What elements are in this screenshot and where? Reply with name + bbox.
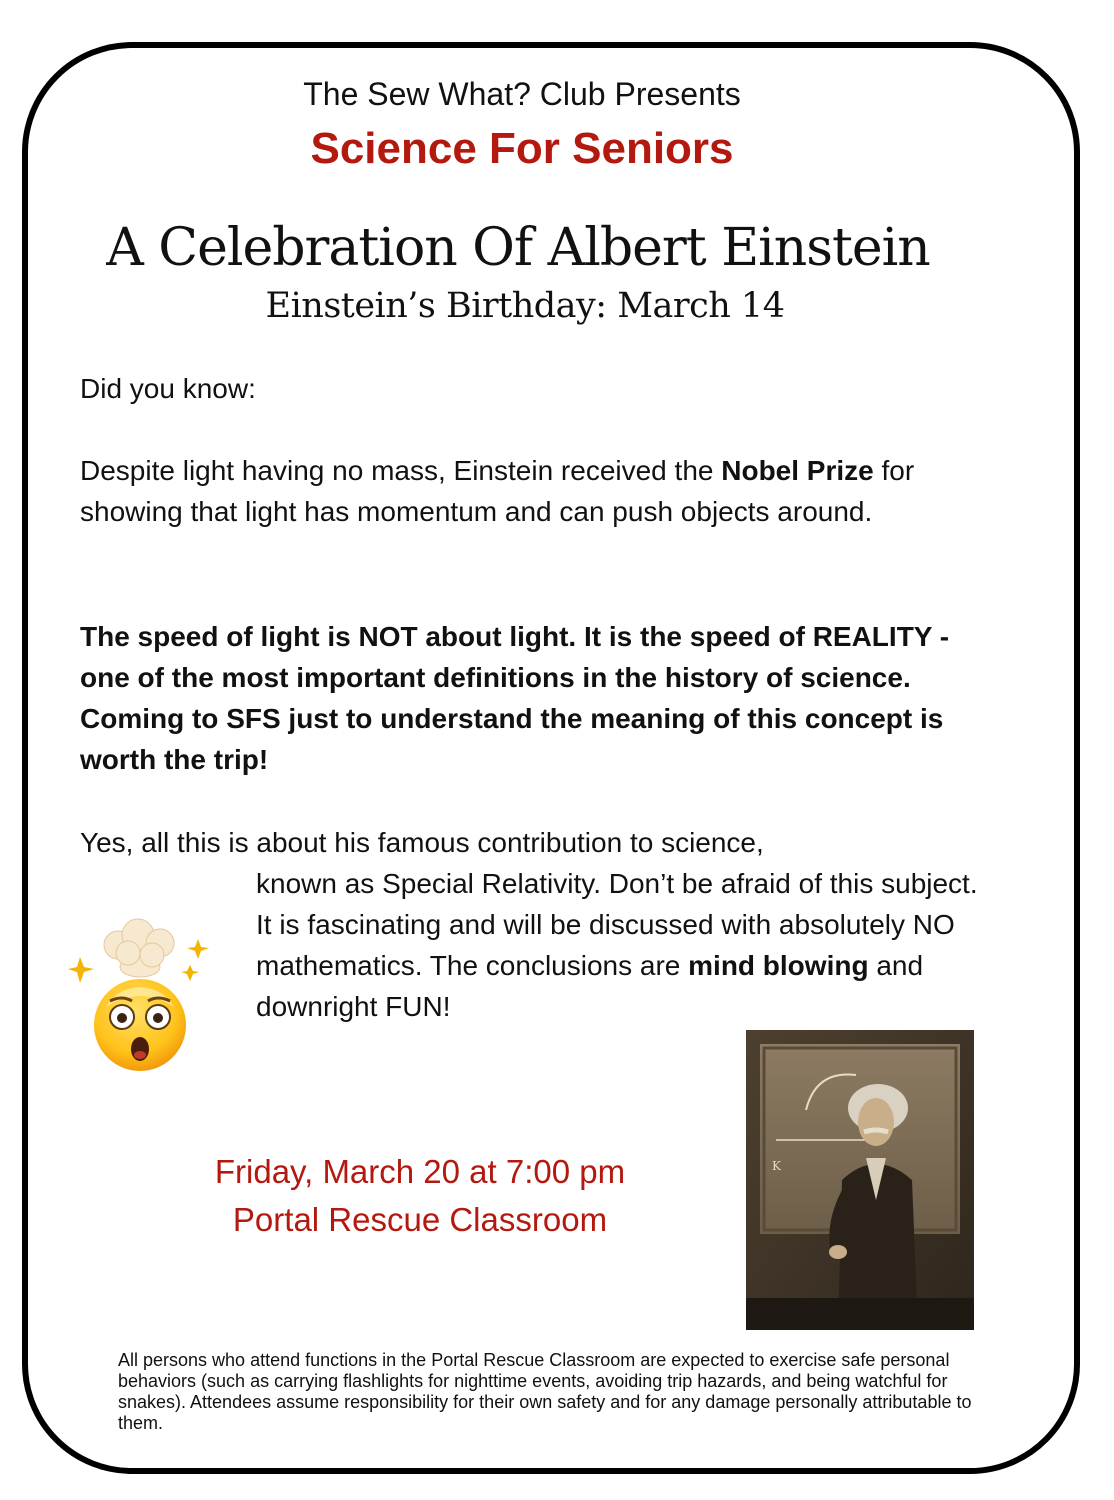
- speed-of-light-paragraph: The speed of light is NOT about light. It is the speed of REALITY - one of the most important definitions in the history of science. Coming to SFS just to understand the meaning of this concept is worth the trip!: [80, 621, 950, 775]
- safety-disclaimer: All persons who attend functions in the Portal Rescue Classroom are expected to exercise safe personal behaviors (such as carrying flashlights for nighttime events, avoiding trip hazards, and being watchful for snakes). Attendees assume responsibility for their own safety and for any damage personally attributable to them.: [118, 1350, 972, 1433]
- nobel-text-a: Despite light having no mass, Einstein received the: [80, 455, 722, 486]
- nobel-prize-bold: Nobel Prize: [721, 455, 874, 486]
- mind-blown-emoji-icon: [66, 915, 212, 1075]
- einstein-photo: [746, 1030, 974, 1330]
- intro-text: Did you know:: [80, 373, 256, 404]
- svg-text:K: K: [772, 1159, 781, 1173]
- event-headline: A Celebration Of Albert Einstein: [106, 218, 930, 278]
- relativity-text-b: and downright FUN!: [256, 950, 924, 1022]
- event-date-time: Friday, March 20 at 7:00 pm: [214, 1153, 626, 1190]
- relativity-paragraph: [80, 822, 980, 1027]
- birthday-subtitle: Einstein’s Birthday: March 14: [265, 286, 785, 326]
- relativity-indented-text: [80, 863, 980, 1027]
- relativity-text-a: known as Special Relativity. Don’t be afraid of this subject. It is fascinating and will be discussed with absolutely NO mathematics. The conclusions are: [256, 868, 978, 981]
- series-title: Science For Seniors: [310, 124, 734, 173]
- nobel-text-b: for showing that light has momentum and can push objects around.: [80, 455, 915, 527]
- event-location: Portal Rescue Classroom: [232, 1201, 608, 1238]
- presenter-line: The Sew What? Club Presents: [303, 76, 741, 112]
- mind-blowing-bold: mind blowing: [688, 950, 869, 981]
- relativity-first-line: Yes, all this is about his famous contribution to science,: [80, 827, 764, 858]
- nobel-paragraph: [80, 450, 980, 532]
